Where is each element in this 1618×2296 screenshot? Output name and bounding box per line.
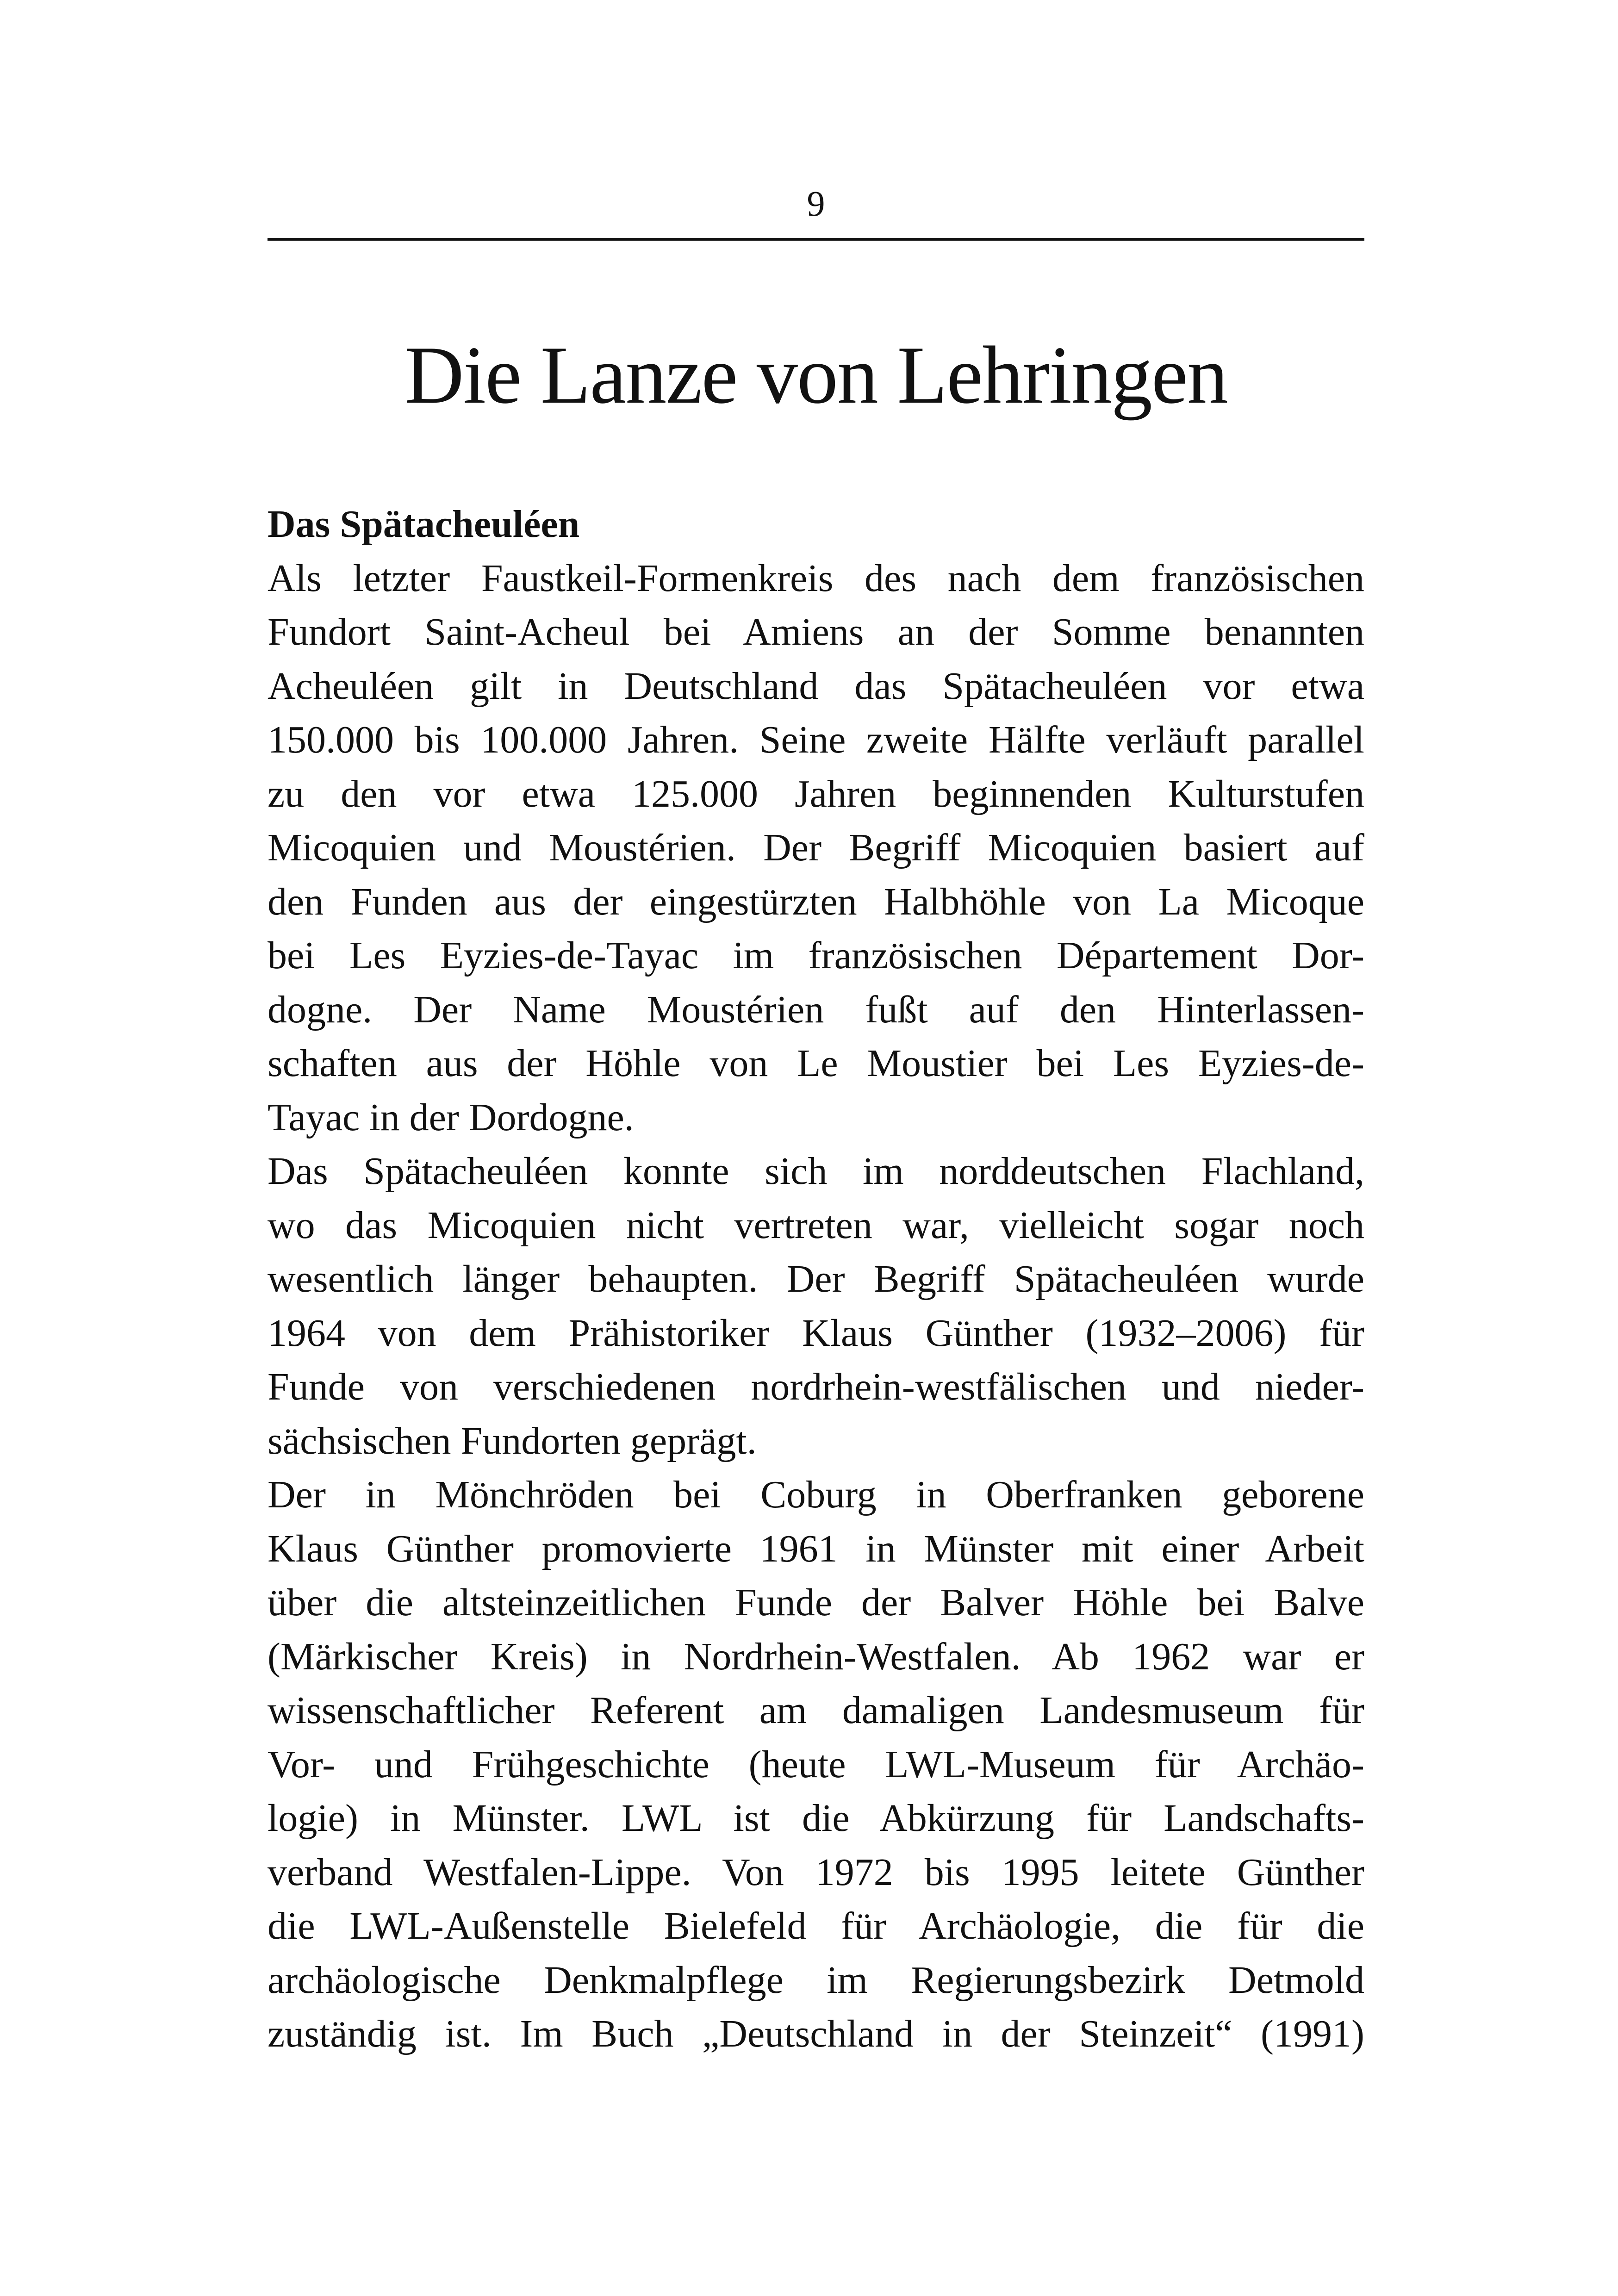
text-line: über die altsteinzeitlichen Funde der Balver Höhle bei Balve bbox=[268, 1581, 1364, 1624]
chapter-title: Die Lanze von Lehringen bbox=[404, 329, 1227, 421]
body-paragraph bbox=[268, 552, 1364, 1145]
text-line: dogne. Der Name Moustérien fußt auf den Hinterlassen- bbox=[268, 988, 1364, 1031]
text-line: archäologische Denkmalpflege im Regierungsbezirk Detmold bbox=[268, 1958, 1364, 2002]
text-line: Micoquien und Moustérien. Der Begriff Micoquien basiert auf bbox=[268, 826, 1364, 869]
text-line: die LWL-Außenstelle Bielefeld für Archäologie, die für die bbox=[268, 1904, 1364, 1948]
text-line: logie) in Münster. LWL ist die Abkürzung für Landschafts- bbox=[268, 1797, 1364, 1840]
text-line: schaften aus der Höhle von Le Moustier bei Les Eyzies-de- bbox=[268, 1042, 1364, 1085]
text-line: Tayac in der Dordogne. bbox=[268, 1095, 634, 1139]
text-line: Der in Mönchröden bei Coburg in Oberfranken geborene bbox=[268, 1473, 1364, 1516]
text-line: Klaus Günther promovierte 1961 in Münster mit einer Arbeit bbox=[268, 1527, 1364, 1570]
text-line: wesentlich länger behaupten. Der Begriff Spätacheuléen wurde bbox=[268, 1257, 1364, 1300]
text-line: Vor- und Frühgeschichte (heute LWL-Museum für Archäo- bbox=[268, 1742, 1364, 1786]
text-line: bei Les Eyzies-de-Tayac im französischen Département Dor- bbox=[268, 934, 1364, 977]
text-line: verband Westfalen-Lippe. Von 1972 bis 1995 leitete Günther bbox=[268, 1850, 1364, 1894]
header-rule bbox=[268, 238, 1364, 241]
text-line: (Märkischer Kreis) in Nordrhein-Westfalen. Ab 1962 war er bbox=[268, 1635, 1364, 1678]
text-line: 1964 von dem Prähistoriker Klaus Günther (1932–2006) für bbox=[268, 1311, 1364, 1355]
text-line: Das Spätacheuléen konnte sich im norddeutschen Flachland, bbox=[268, 1150, 1364, 1193]
text-line: Fundort Saint-Acheul bei Amiens an der Somme benannten bbox=[268, 610, 1364, 653]
text-line: zuständig ist. Im Buch „Deutschland in der Steinzeit“ (1991) bbox=[268, 2012, 1364, 2055]
body-paragraphs bbox=[268, 552, 1364, 2061]
page-number: 9 bbox=[807, 183, 825, 224]
section-heading: Das Spätacheuléen bbox=[268, 503, 580, 546]
text-line: den Funden aus der eingestürzten Halbhöhle von La Micoque bbox=[268, 880, 1364, 923]
text-line: 150.000 bis 100.000 Jahren. Seine zweite Hälfte verläuft parallel bbox=[268, 718, 1364, 761]
page-header bbox=[268, 180, 1364, 245]
body-paragraph bbox=[268, 1468, 1364, 2061]
text-line: Als letzter Faustkeil-Formenkreis des nach dem französischen bbox=[268, 556, 1364, 600]
text-line: wissenschaftlicher Referent am damaligen Landesmuseum für bbox=[268, 1689, 1364, 1732]
text-line: sächsischen Fundorten geprägt. bbox=[268, 1419, 757, 1462]
body-paragraph bbox=[268, 1145, 1364, 1468]
text-line: Funde von verschiedenen nordrhein-westfälischen und nieder- bbox=[268, 1365, 1364, 1408]
text-line: zu den vor etwa 125.000 Jahren beginnenden Kulturstufen bbox=[268, 772, 1364, 815]
main-text bbox=[268, 498, 1364, 2061]
text-line: Acheuléen gilt in Deutschland das Spätacheuléen vor etwa bbox=[268, 664, 1364, 708]
text-line: wo das Micoquien nicht vertreten war, vielleicht sogar noch bbox=[268, 1203, 1364, 1247]
